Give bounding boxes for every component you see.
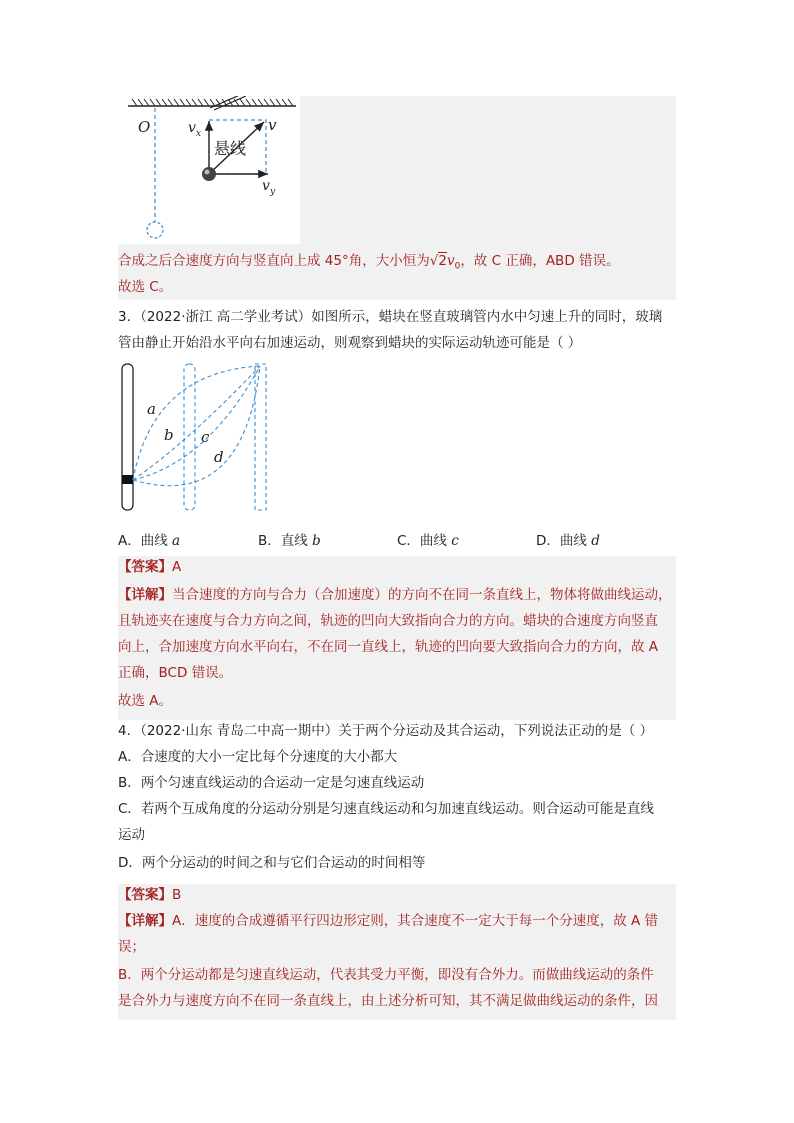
q4-detail-line-4: 是合外力与速度方向不在同一条直线上，由上述分析可知，其不满足做曲线运动的条件，因 (118, 993, 658, 1009)
line-b-label: b (164, 426, 174, 444)
q4-answer (118, 884, 678, 906)
detail-tag: 【详解】 (118, 913, 172, 929)
velocity-decomposition-figure (118, 96, 300, 244)
q2-explanation-text-b: ，故 C 正确，ABD 错误。 (460, 253, 620, 269)
q3-option-b[interactable] (258, 530, 321, 552)
q4-stem: 4．（2022·山东 青岛二中高一期中）关于两个分运动及其合运动，下列说法正动的是（ ） (118, 723, 654, 739)
wax-block-trajectory-figure (118, 362, 278, 518)
q4-detail-line-2: 误； (118, 939, 145, 955)
answer-tag: 【答案】 (118, 887, 172, 903)
q3-answer (118, 556, 678, 578)
detail-tag: 【详解】 (118, 587, 172, 603)
option-text: D．曲线 (536, 533, 592, 549)
v0-symbol: v (446, 253, 455, 269)
origin-label: O (138, 118, 151, 136)
vx-subscript: x (196, 129, 202, 139)
q2-explanation-text-a: 合成之后合速度方向与竖直向上成 45°角，大小恒为 (118, 253, 430, 269)
sqrt-argument: 2 (438, 253, 447, 269)
answer-value: B (172, 887, 182, 903)
q4-option-c-line-2[interactable]: 运动 (118, 827, 145, 843)
sqrt-symbol: √ (429, 253, 439, 269)
option-var: b (312, 533, 321, 549)
curve-d-label: d (214, 448, 224, 466)
option-text: C．曲线 (397, 533, 452, 549)
detail-text: A．速度的合成遵循平行四边形定则，其合速度不一定大于每一个分速度，故 A 错 (172, 913, 659, 929)
vx-label: v (188, 120, 196, 136)
answer-tag: 【答案】 (118, 559, 172, 575)
q3-option-c[interactable] (397, 530, 459, 552)
option-text: A．曲线 (118, 533, 173, 549)
q3-option-d[interactable] (536, 530, 600, 552)
q4-detail-line-3: B．两个分运动都是匀速直线运动，代表其受力平衡，即没有合外力。而做曲线运动的条件 (118, 967, 654, 983)
q4-detail-line-1 (118, 910, 678, 932)
q3-stem-line-2: 管由静止开始沿水平向右加速运动，则观察到蜡块的实际运动轨迹可能是（ ） (118, 335, 582, 351)
option-text: B．直线 (258, 533, 313, 549)
q3-detail-line-2: 且轨迹夹在速度与合力方向之间，轨迹的凹向大致指向合力的方向。蜡块的合速度方向竖直 (118, 613, 658, 629)
q4-option-c-line-1[interactable]: C．若两个互成角度的分运动分别是匀速直线运动和匀加速直线运动。则合运动可能是直线 (118, 801, 654, 817)
v0-subscript: 0 (454, 261, 461, 272)
vy-label: v (262, 178, 270, 194)
v-label: v (268, 116, 277, 134)
q4-option-b[interactable]: B．两个匀速直线运动的合运动一定是匀速直线运动 (118, 775, 425, 791)
q3-detail-line-3: 向上，合加速度方向水平向右，不在同一直线上，轨迹的凹向要大致指向合力的方向，故 A (118, 639, 659, 655)
q3-detail-line-1 (118, 584, 678, 606)
curve-a-label: a (147, 400, 156, 418)
q3-option-a[interactable] (118, 530, 180, 552)
vy-subscript: y (270, 187, 276, 197)
detail-text: 当合速度的方向与合力（合加速度）的方向不在同一条直线上，物体将做曲线运动， (172, 587, 672, 603)
option-var: a (172, 533, 181, 549)
answer-value: A (172, 559, 182, 575)
option-var: d (591, 533, 600, 549)
curve-c-label: c (201, 428, 210, 446)
q2-explanation-line (118, 250, 678, 278)
suspension-line-label: 悬线 (214, 139, 247, 158)
q4-option-a[interactable]: A．合速度的大小一定比每个分速度的大小都大 (118, 749, 398, 765)
q3-stem-line-1: 3．（2022·浙江 高二学业考试）如图所示，蜡块在竖直玻璃管内水中匀速上升的同时，玻璃 (118, 309, 663, 325)
q4-option-d[interactable]: D．两个分运动的时间之和与它们合运动的时间相等 (118, 855, 426, 871)
q3-conclusion: 故选 A。 (118, 693, 173, 709)
q2-conclusion: 故选 C。 (118, 279, 173, 295)
q3-detail-line-4: 正确，BCD 错误。 (118, 665, 233, 681)
option-var: c (451, 533, 459, 549)
